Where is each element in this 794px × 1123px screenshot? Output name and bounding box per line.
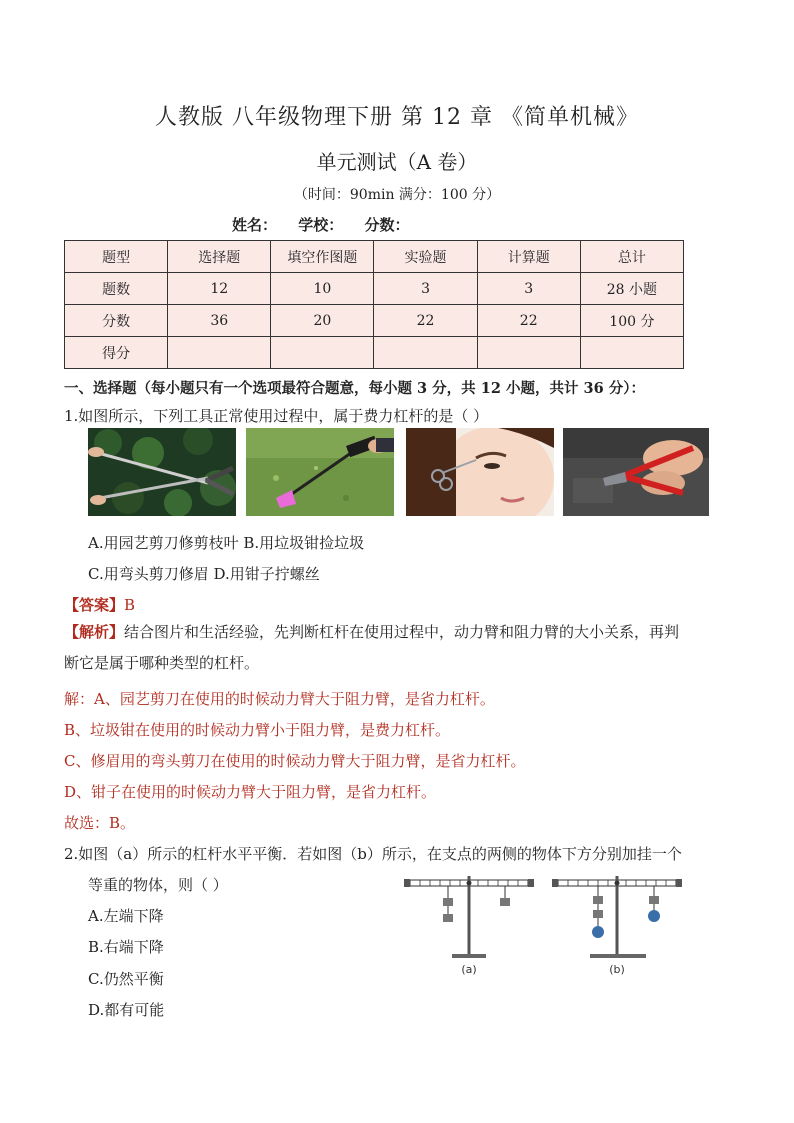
table-cell: 100 分 [580, 305, 683, 337]
table-cell: 题数 [65, 273, 168, 305]
table-cell: 36 [168, 305, 271, 337]
school-label: 学校： [298, 216, 344, 234]
analysis-line: 断它是属于哪种类型的杠杆。 [64, 654, 260, 672]
table-cell: 填空作图题 [271, 241, 374, 273]
student-info [232, 214, 426, 235]
answer-line [64, 594, 135, 615]
question-2-option-b: B.右端下降 [88, 938, 164, 956]
pliers-photo [563, 428, 709, 516]
eyebrow-scissors-photo [406, 428, 554, 516]
score-input-cell[interactable] [374, 337, 477, 369]
table-cell: 题型 [65, 241, 168, 273]
question-1-options-cd: C.用弯头剪刀修眉 D.用钳子拧螺丝 [88, 565, 320, 583]
final-choice: 故选：B。 [64, 814, 136, 832]
section-heading: 一、选择题（每小题只有一个选项最符合题意，每小题 3 分，共 12 小题，共计 36 分）： [64, 380, 645, 397]
exam-meta: （时间：90min 满分：100 分） [293, 187, 501, 203]
table-row [65, 305, 684, 337]
analysis-text: 结合图片和生活经验，先判断杠杆在使用过程中，动力臂和阻力臂的大小关系，再判 [124, 623, 680, 641]
solution-c: C、修眉用的弯头剪刀在使用的时候动力臂大于阻力臂，是省力杠杆。 [64, 752, 526, 770]
score-input-cell[interactable] [477, 337, 580, 369]
table-cell: 12 [168, 273, 271, 305]
table-cell: 得分 [65, 337, 168, 369]
table-cell: 22 [477, 305, 580, 337]
name-label: 姓名： [232, 216, 278, 234]
solution-d: D、钳子在使用的时候动力臂大于阻力臂，是省力杠杆。 [64, 783, 437, 801]
table-cell: 20 [271, 305, 374, 337]
question-2-option-c: C.仍然平衡 [88, 970, 164, 988]
trash-picker-photo [246, 428, 394, 516]
table-cell: 3 [374, 273, 477, 305]
score-table [64, 240, 684, 369]
score-label: 分数： [364, 216, 410, 234]
lever-diagram-b [548, 868, 688, 978]
figure-a-label: (a) [461, 963, 477, 976]
table-cell: 10 [271, 273, 374, 305]
table-cell: 28 小题 [580, 273, 683, 305]
page-title: 人教版 八年级物理下册 第 12 章 《简单机械》 [155, 105, 639, 130]
table-row [65, 337, 684, 369]
table-cell: 总计 [580, 241, 683, 273]
answer-tag: 【答案】 [64, 596, 125, 614]
table-cell: 选择题 [168, 241, 271, 273]
question-2-stem-2: 等重的物体，则（ ） [88, 876, 228, 894]
question-1-options-ab: A.用园艺剪刀修剪枝叶 B.用垃圾钳捡垃圾 [88, 534, 365, 552]
score-input-cell[interactable] [168, 337, 271, 369]
question-1-stem: 1.如图所示，下列工具正常使用过程中，属于费力杠杆的是（ ） [64, 407, 489, 425]
table-cell: 22 [374, 305, 477, 337]
garden-shears-photo [88, 428, 236, 516]
answer-value: B [124, 596, 136, 614]
question-2-option-d: D.都有可能 [88, 1001, 165, 1019]
figure-b-label: (b) [609, 963, 625, 976]
solution-b: B、垃圾钳在使用的时候动力臂小于阻力臂，是费力杠杆。 [64, 721, 451, 739]
analysis-line [64, 617, 734, 648]
table-cell: 实验题 [374, 241, 477, 273]
page-subtitle: 单元测试（A 卷） [316, 150, 478, 174]
question-2-stem-1: 2.如图（a）所示的杠杆水平平衡．若如图（b）所示，在支点的两侧的物体下方分别加挂一个 [64, 845, 682, 863]
analysis-block [64, 617, 734, 679]
analysis-tag: 【解析】 [64, 623, 125, 641]
score-input-cell[interactable] [271, 337, 374, 369]
score-input-cell[interactable] [580, 337, 683, 369]
solution-a: 解：A、园艺剪刀在使用的时候动力臂大于阻力臂，是省力杠杆。 [64, 690, 495, 708]
table-row [65, 273, 684, 305]
lever-diagram-a [400, 868, 540, 978]
question-2-option-a: A.左端下降 [88, 907, 164, 925]
table-cell: 3 [477, 273, 580, 305]
table-cell: 分数 [65, 305, 168, 337]
table-row [65, 241, 684, 273]
table-cell: 计算题 [477, 241, 580, 273]
